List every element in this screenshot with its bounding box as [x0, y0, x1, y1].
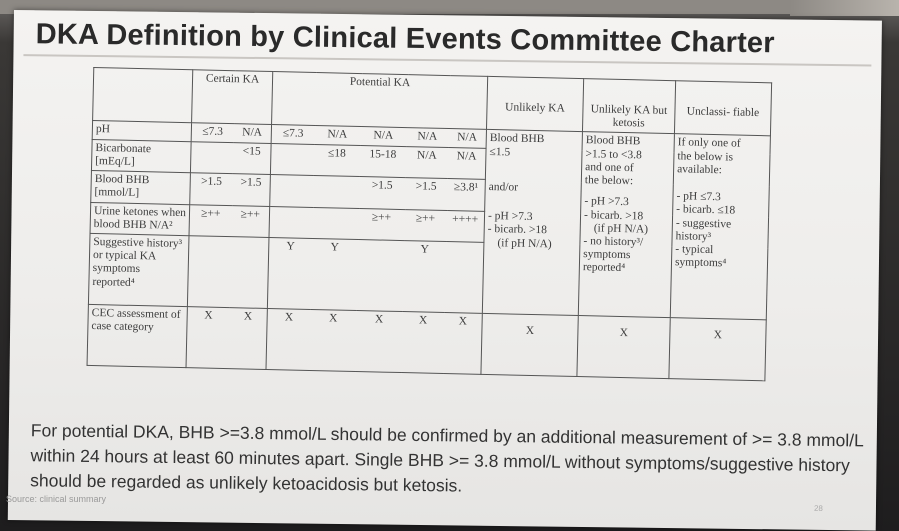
cell	[356, 239, 404, 311]
cell: >1.5	[190, 173, 233, 205]
header-unlikely-ka: Unlikely KA	[486, 76, 583, 132]
header-unclassifiable: Unclassi- fiable	[674, 81, 771, 137]
footnote-paragraph: For potential DKA, BHB >=3.8 mmol/L should be confirmed by an additional measurement of >= 3.8 mmol/L within 24 hours at least 60 minutes apart. Single BHB >= 3.8 mmol/L without symptoms/suggestive history should be regarded as unlikely ketoacidosis but ketosis.	[30, 420, 864, 496]
text: (if pH N/A)	[497, 236, 552, 250]
text: - typical symptoms⁴	[674, 243, 727, 270]
text: - bicarb. ≤18	[676, 203, 736, 217]
cell: ≤7.3	[191, 123, 233, 142]
text: available:	[677, 163, 722, 177]
cell: Y	[267, 237, 312, 309]
cell: X	[669, 318, 766, 381]
text: - pH >7.3	[584, 195, 630, 209]
unclassifiable-criteria	[670, 134, 770, 320]
cell: N/A	[406, 128, 448, 147]
text: and/or	[488, 180, 519, 194]
cell	[269, 206, 313, 238]
cell	[313, 176, 360, 208]
row-label-blood-bhb: Blood BHB [mmol/L]	[91, 171, 191, 205]
corner-cell	[93, 67, 193, 123]
cell	[190, 141, 233, 173]
text: and one of	[585, 161, 634, 175]
text: If only one of	[677, 136, 741, 151]
cell: 15-18	[359, 145, 406, 177]
text: the below:	[584, 174, 634, 188]
cell: >1.5	[359, 177, 406, 209]
text: ≤1.5	[489, 145, 511, 159]
cell: N/A	[360, 127, 406, 146]
text: - suggestive history³	[675, 216, 732, 243]
cell: X	[355, 310, 402, 372]
header-certain: Certain KA	[192, 70, 273, 125]
cell: X	[401, 312, 444, 374]
text: - bicarb. >18	[487, 223, 548, 237]
header-potential: Potential KA	[272, 72, 488, 130]
cell: X	[228, 308, 267, 370]
text: >1.5 to <3.8	[585, 147, 643, 162]
projected-slide	[8, 10, 882, 531]
cell: ≥++	[231, 205, 270, 237]
cell: X	[443, 312, 482, 374]
cell: N/A	[448, 129, 486, 148]
cell: N/A	[314, 126, 360, 145]
unlikely-ketosis-criteria	[578, 132, 674, 318]
row-label-urine-ketones: Urine ketones when blood BHB N/A²	[90, 202, 190, 236]
text: - pH >7.3	[487, 210, 533, 224]
row-label-cec-assessment: CEC assessment of case category	[87, 304, 187, 367]
text: Blood BHB	[585, 134, 641, 148]
cell: Y	[402, 241, 446, 313]
cell: Y	[310, 238, 358, 310]
cell: ≥++	[358, 208, 405, 240]
header-unlikely-ketosis: Unlikely KA but ketosis	[582, 79, 675, 135]
row-label-suggestive-history: Suggestive history³ or typical KA symptoms reported⁴	[88, 233, 189, 306]
cell	[270, 175, 314, 207]
text: Blood BHB	[489, 132, 545, 146]
unlikely-ka-criteria	[482, 130, 582, 316]
cell: ≥++	[189, 204, 232, 236]
row-label-bicarbonate: Bicarbonate [mEq/L]	[91, 139, 191, 173]
page-number: 28	[813, 503, 823, 513]
ceiling-light	[790, 0, 899, 16]
cell: ++++	[446, 210, 485, 242]
cell: ≤7.3	[271, 125, 314, 144]
cell: >1.5	[232, 174, 271, 206]
cell	[444, 241, 484, 313]
cell: X	[266, 308, 310, 370]
slide-title: DKA Definition by Clinical Events Committee Charter	[35, 18, 775, 60]
text: - no history³/ symptoms reported⁴	[582, 235, 644, 275]
source-caption: Source: clinical summary	[6, 494, 107, 504]
cell	[312, 207, 359, 239]
cell: N/A	[233, 124, 271, 143]
text: - pH ≤7.3	[676, 190, 721, 204]
cell: >1.5	[405, 178, 448, 210]
cell: <15	[232, 142, 271, 174]
cell: ≥++	[404, 209, 447, 241]
cell: ≥3.8¹	[447, 179, 486, 211]
cell: ≤18	[313, 144, 360, 176]
cell: N/A	[447, 147, 486, 179]
cell: X	[577, 316, 670, 379]
cell: X	[481, 313, 578, 376]
cell: X	[186, 307, 229, 369]
text: (if pH N/A)	[593, 222, 649, 236]
cell	[270, 143, 314, 175]
text: the below is	[677, 149, 734, 164]
cell: X	[309, 309, 356, 371]
text: - bicarb. >18	[583, 208, 644, 223]
criteria-table	[87, 67, 773, 381]
row-label-ph: pH	[92, 121, 191, 141]
cell: N/A	[405, 146, 448, 178]
cell	[187, 236, 269, 309]
